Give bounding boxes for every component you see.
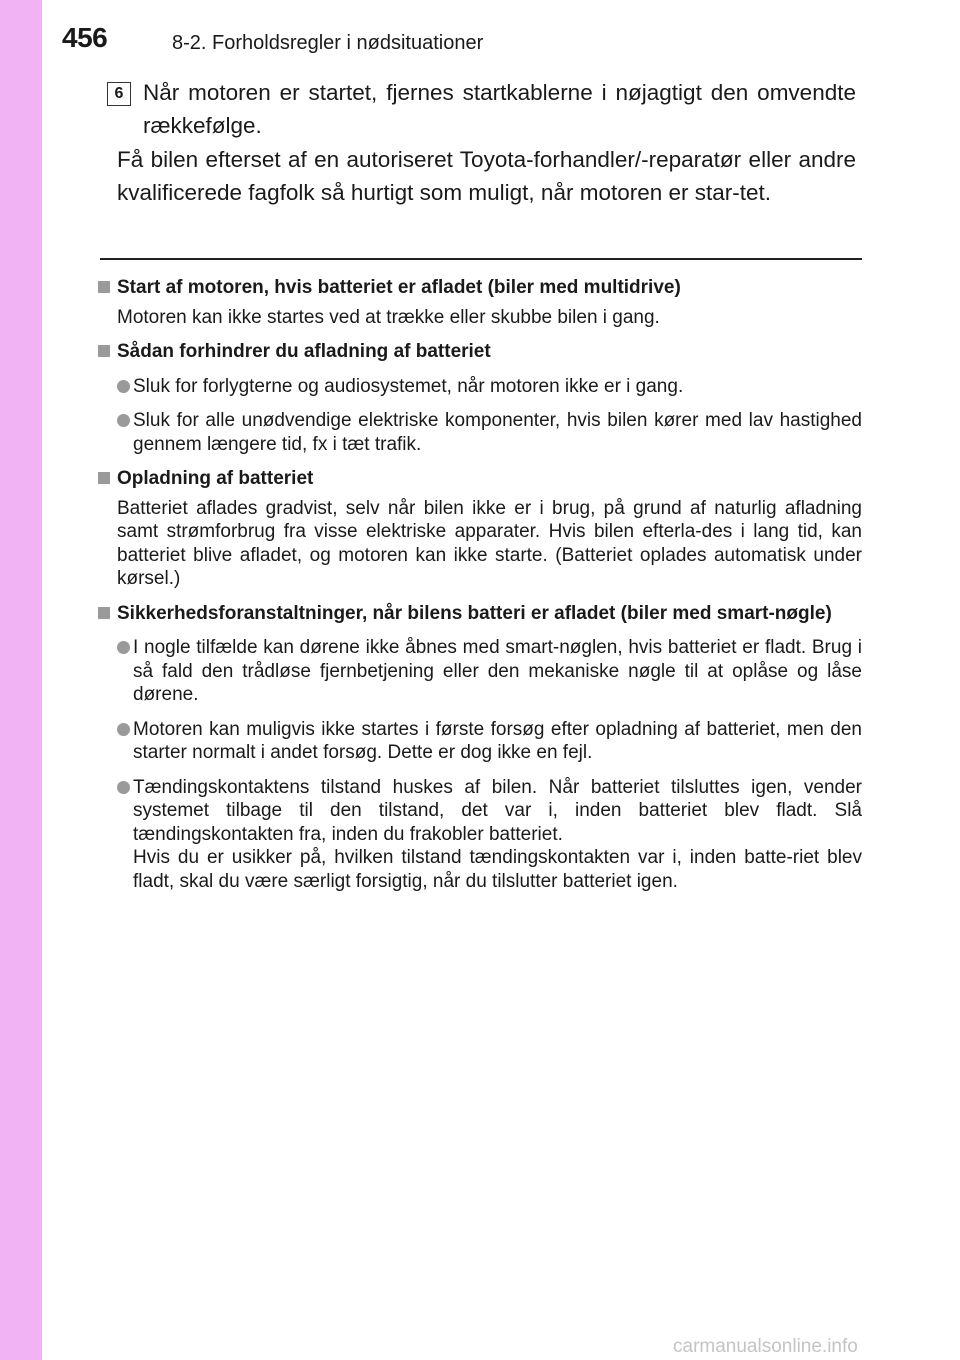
note-heading [95, 467, 862, 491]
circle-bullet-icon [117, 781, 130, 794]
list-item [95, 636, 862, 707]
notes-section [95, 268, 862, 893]
section-title: 8-2. Forholdsregler i nødsituationer [172, 32, 484, 54]
note-paragraph: Batteriet aflades gradvist, selv når bilen ikke er i brug, på grund af naturlig afladning samt strømforbrug fra visse elektriske apparater. Hvis bilen efterla-des i lang tid, kan batteriet blive afladet, og motoren kan ikke starte. (Batteriet oplades automatisk under kørsel.) [117, 497, 862, 589]
square-bullet-icon [98, 345, 110, 357]
circle-bullet-icon [117, 723, 130, 736]
list-item-extra-text: Hvis du er usikker på, hvilken tilstand tændingskontakten var i, inden batte-riet blev fladt, skal du være særligt forsigtig, når du tilslutter batteriet igen. [133, 847, 862, 892]
service-advice-text: Få bilen efterset af en autoriseret Toyota-forhandler/-reparatør eller andre kvalificerede fagfolk så hurtigt som muligt, når motoren er star-tet. [117, 147, 856, 205]
note-heading-text: Opladning af batteriet [117, 468, 314, 489]
circle-bullet-icon [117, 641, 130, 654]
note-heading-text: Start af motoren, hvis batteriet er afladet (biler med multidrive) [117, 277, 681, 298]
note-heading [95, 276, 862, 300]
list-item [95, 409, 862, 456]
list-item-text: Sluk for forlygterne og audiosystemet, når motoren ikke er i gang. [133, 375, 684, 397]
section-color-strip [0, 0, 42, 1360]
watermark-text: carmanualsonline.info [673, 1336, 858, 1357]
note-paragraph: Motoren kan ikke startes ved at trække eller skubbe bilen i gang. [117, 306, 660, 328]
list-item-text: I nogle tilfælde kan dørene ikke åbnes med smart-nøglen, hvis batteriet er fladt. Brug i så fald den trådløse fjernbetjening eller den mekaniske nøgle til at oplåse og låse dørene. [133, 637, 862, 705]
note-heading-text: Sikkerhedsforanstaltninger, når bilens batteri er afladet (biler med smart-nøgle) [117, 602, 832, 624]
list-item [95, 375, 862, 399]
list-item-text: Motoren kan muligvis ikke startes i første forsøg efter opladning af batteriet, men den starter normalt i andet forsøg. Dette er dog ikke en fejl. [133, 718, 862, 763]
note-heading-text: Sådan forhindrer du afladning af batteriet [117, 341, 491, 362]
list-item [95, 776, 862, 894]
list-item [95, 718, 862, 765]
page-number: 456 [62, 22, 108, 53]
step-number-box: 6 [107, 82, 131, 106]
list-item-text: Tændingskontaktens tilstand huskes af bilen. Når batteriet tilsluttes igen, vender systemet tilbage til den tilstand, det var i, inden batteriet blev fladt. Slå tændingskontakten fra, inden du frakobler batteriet. [133, 776, 862, 845]
list-item-text: Sluk for alle unødvendige elektriske komponenter, hvis bilen kører med lav hastighed gennem længere tid, fx i tæt trafik. [133, 410, 862, 455]
note-heading [95, 340, 862, 364]
square-bullet-icon [98, 607, 110, 619]
circle-bullet-icon [117, 414, 130, 427]
circle-bullet-icon [117, 380, 130, 393]
note-heading [95, 602, 862, 626]
square-bullet-icon [98, 281, 110, 293]
square-bullet-icon [98, 472, 110, 484]
divider [100, 258, 862, 260]
step-text: Når motoren er startet, fjernes startkablerne i nøjagtigt den omvendte rækkefølge. [143, 80, 856, 138]
